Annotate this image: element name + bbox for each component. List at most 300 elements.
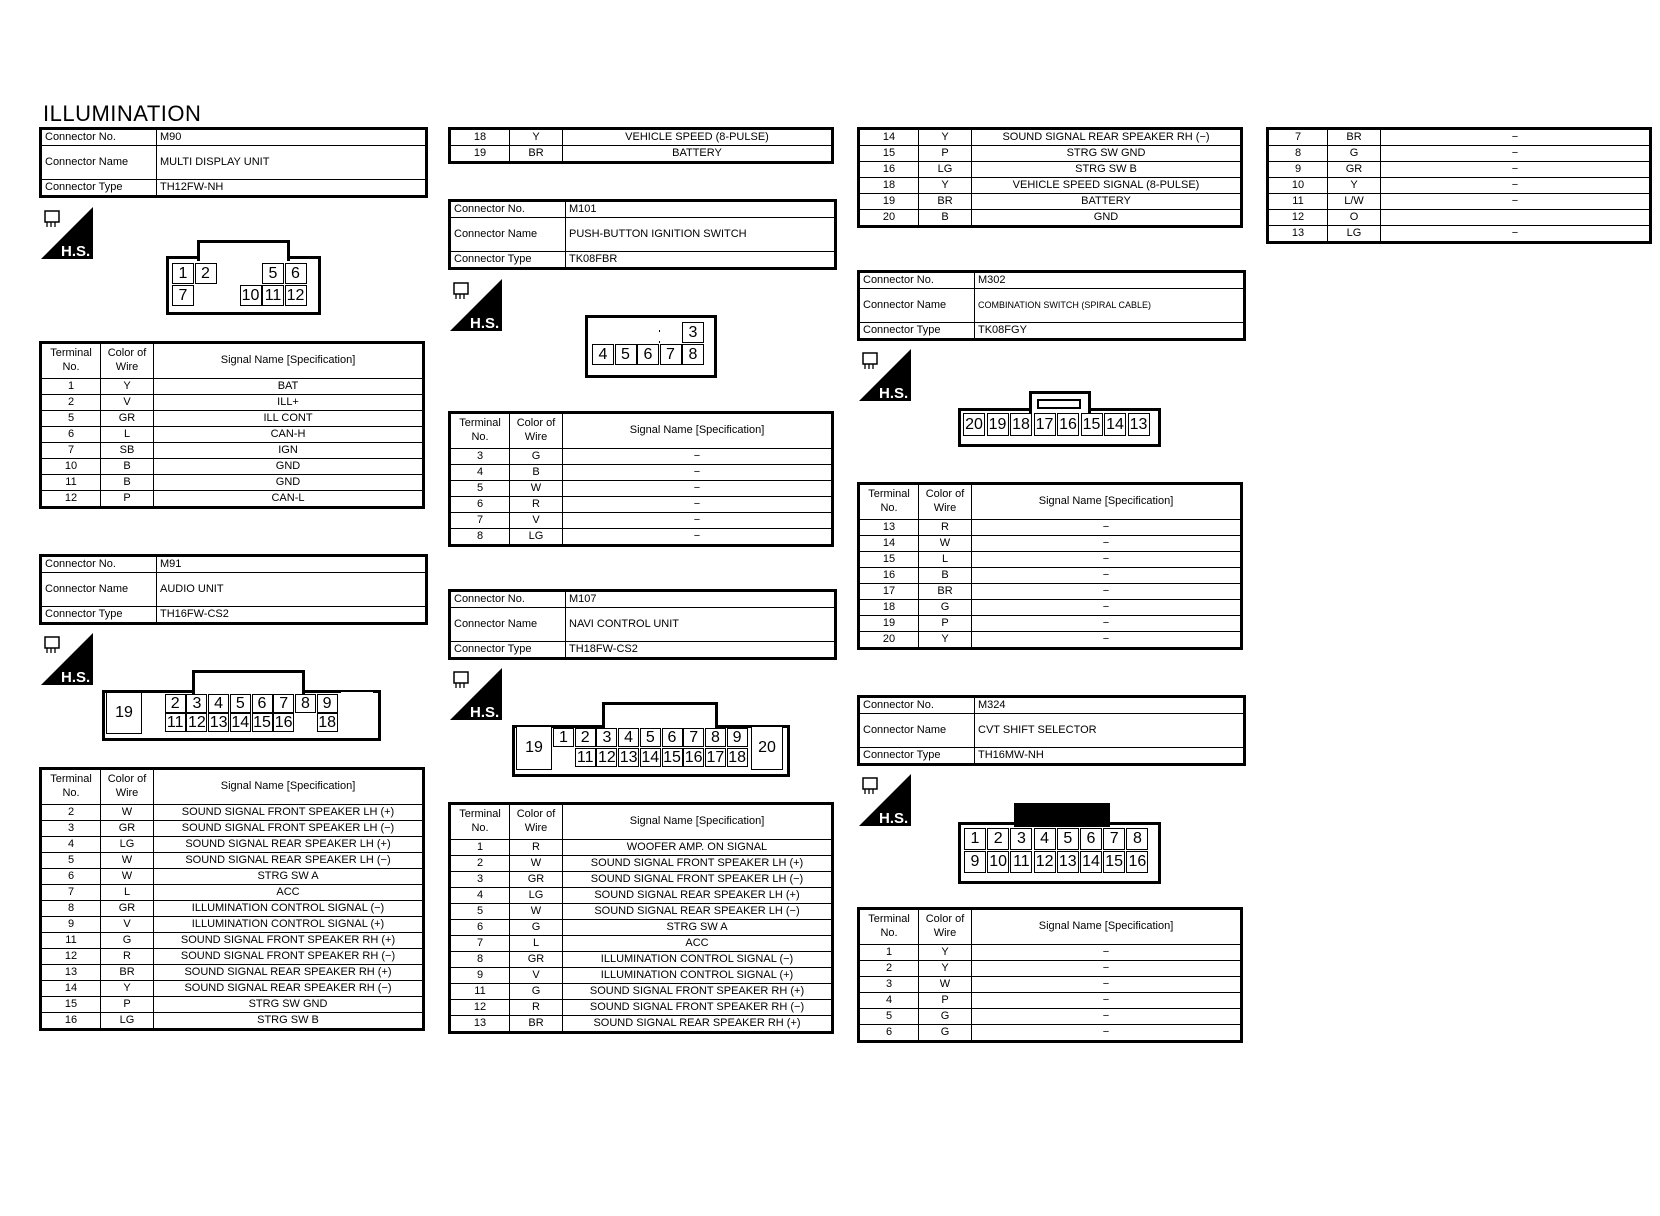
pin-table-m91 (39, 767, 425, 1031)
table-row (859, 600, 1242, 616)
wire-color-cell: BR (510, 1016, 563, 1033)
terminal-no-cell: 20 (859, 210, 919, 227)
connector-no-value: M91 (157, 556, 427, 573)
pin-table-m91-continued (448, 127, 834, 164)
wire-color-cell: R (510, 1000, 563, 1016)
table-row (41, 427, 424, 443)
signal-name-cell: ILLUMINATION CONTROL SIGNAL (−) (563, 952, 833, 968)
terminal-no-cell: 3 (450, 872, 510, 888)
table-row (1268, 178, 1651, 194)
connector-pin: 6 (285, 263, 307, 284)
signal-name-cell: SOUND SIGNAL FRONT SPEAKER RH (+) (154, 933, 424, 949)
connector-pin: 2 (195, 263, 217, 284)
signal-name-cell: SOUND SIGNAL REAR SPEAKER LH (+) (563, 888, 833, 904)
harness-side-icon (859, 349, 911, 401)
connector-pin: 11 (262, 285, 284, 306)
wire-color-cell: L (510, 936, 563, 952)
color-of-wire-header: Color of Wire (510, 413, 563, 449)
terminal-no-cell: 9 (1268, 162, 1328, 178)
signal-name-cell: CAN-L (154, 491, 424, 508)
connector-pin: 15 (1103, 851, 1125, 873)
wire-color-cell: Y (919, 178, 972, 194)
color-of-wire-header: Color of Wire (919, 484, 972, 520)
connector-info-m107 (448, 589, 837, 660)
harness-side-icon (450, 668, 502, 720)
connector-pin: 4 (208, 694, 229, 713)
signal-name-cell: − (972, 977, 1242, 993)
signal-name-cell: STRG SW A (154, 869, 424, 885)
terminal-no-cell: 5 (859, 1009, 919, 1025)
wire-color-cell: R (510, 840, 563, 856)
wire-color-cell: GR (101, 821, 154, 837)
table-row (41, 853, 424, 869)
terminal-no-cell: 8 (41, 901, 101, 917)
connector-pin: 14 (231, 713, 250, 731)
table-row (450, 888, 833, 904)
terminal-no-cell: 7 (41, 885, 101, 901)
connector-pin: 15 (663, 748, 681, 766)
wire-color-cell: BR (101, 965, 154, 981)
hs-label: H.S. (470, 315, 500, 331)
connector-pin: 16 (1057, 413, 1079, 436)
harness-side-icon (41, 633, 93, 685)
terminal-no-cell: 16 (41, 1013, 101, 1030)
connector-pin: 5 (230, 694, 251, 713)
table-row (859, 162, 1242, 178)
signal-name-header: Signal Name [Specification] (563, 413, 833, 449)
signal-name-cell: − (972, 552, 1242, 568)
terminal-no-cell: 19 (859, 194, 919, 210)
wire-color-cell: LG (1328, 226, 1381, 243)
wire-color-cell: V (510, 968, 563, 984)
connector-name-value: PUSH-BUTTON IGNITION SWITCH (566, 218, 836, 252)
connector-name-value: NAVI CONTROL UNIT (566, 608, 836, 642)
wire-color-cell: P (101, 491, 154, 508)
wire-color-cell: P (919, 616, 972, 632)
terminal-no-cell: 6 (450, 497, 510, 513)
harness-side-icon (450, 279, 502, 331)
terminal-no-cell: 1 (450, 840, 510, 856)
connector-type-value: TH16FW-CS2 (157, 607, 427, 624)
table-row (859, 1025, 1242, 1042)
terminal-no-cell: 8 (450, 952, 510, 968)
pin-grid-m91 (106, 692, 374, 734)
table-row (41, 837, 424, 853)
wire-color-cell: W (919, 536, 972, 552)
connector-pin: 3 (186, 694, 207, 713)
terminal-no-cell: 11 (41, 475, 101, 491)
terminal-no-cell: 4 (859, 993, 919, 1009)
table-row (450, 129, 833, 146)
table-row (859, 1009, 1242, 1025)
connector-name-label: Connector Name (450, 608, 566, 642)
terminal-no-cell: 6 (41, 427, 101, 443)
terminal-no-header: Terminal No. (859, 909, 919, 945)
signal-name-header: Signal Name [Specification] (972, 909, 1242, 945)
signal-name-cell: SOUND SIGNAL FRONT SPEAKER RH (+) (563, 984, 833, 1000)
signal-name-cell: − (972, 584, 1242, 600)
wire-color-cell: LG (510, 529, 563, 546)
table-row (1268, 194, 1651, 210)
pin-table-m107-continued (857, 127, 1243, 228)
pin-table-m101 (448, 411, 834, 547)
connector-pin (195, 285, 217, 306)
connector-pin: 18 (1010, 413, 1032, 436)
wire-color-cell: B (510, 465, 563, 481)
wire-color-cell: Y (919, 129, 972, 146)
connector-pin: 17 (706, 748, 725, 766)
connector-name-label: Connector Name (859, 289, 975, 323)
wire-color-cell: G (101, 933, 154, 949)
table-row (41, 805, 424, 821)
signal-name-cell: SOUND SIGNAL REAR SPEAKER RH (+) (154, 965, 424, 981)
connector-no-value: M107 (566, 591, 836, 608)
terminal-no-cell: 5 (41, 853, 101, 869)
signal-name-cell: ILLUMINATION CONTROL SIGNAL (−) (154, 901, 424, 917)
connector-pin: 4 (592, 344, 614, 365)
terminal-no-cell: 16 (859, 162, 919, 178)
terminal-no-cell: 7 (41, 443, 101, 459)
table-row (450, 952, 833, 968)
connector-name-value: COMBINATION SWITCH (SPIRAL CABLE) (975, 289, 1245, 323)
wire-color-cell: GR (1328, 162, 1381, 178)
connector-pin: 8 (705, 728, 726, 747)
wire-color-cell: BR (919, 584, 972, 600)
wire-color-cell: LG (919, 162, 972, 178)
table-row (450, 513, 833, 529)
pin-table-m324 (857, 907, 1243, 1043)
connector-pin: 20 (963, 413, 985, 436)
table-row (41, 821, 424, 837)
signal-name-cell (1381, 210, 1651, 226)
signal-name-cell: − (563, 529, 833, 546)
signal-name-cell: − (563, 513, 833, 529)
terminal-no-cell: 13 (450, 1016, 510, 1033)
signal-name-cell: BAT (154, 379, 424, 395)
wire-color-cell: G (919, 600, 972, 616)
connector-pin: 7 (660, 344, 682, 365)
connector-pin: 10 (987, 851, 1009, 873)
wire-color-cell: LG (101, 837, 154, 853)
connector-pin: 7 (683, 728, 704, 747)
table-row (450, 449, 833, 465)
connector-pin: 8 (1126, 828, 1148, 850)
terminal-no-header: Terminal No. (41, 343, 101, 379)
wire-color-cell: L/W (1328, 194, 1381, 210)
terminal-no-cell: 1 (41, 379, 101, 395)
signal-name-cell: SOUND SIGNAL FRONT SPEAKER LH (+) (154, 805, 424, 821)
color-of-wire-header: Color of Wire (510, 804, 563, 840)
terminal-no-cell: 12 (1268, 210, 1328, 226)
table-row (41, 411, 424, 427)
signal-name-header: Signal Name [Specification] (154, 769, 424, 805)
wire-color-cell: B (101, 475, 154, 491)
signal-name-cell: STRG SW B (972, 162, 1242, 178)
connector-pin (615, 322, 637, 343)
wire-color-cell: V (101, 395, 154, 411)
table-row (41, 475, 424, 491)
terminal-no-cell: 14 (859, 129, 919, 146)
signal-name-cell: STRG SW B (154, 1013, 424, 1030)
signal-name-cell: − (972, 568, 1242, 584)
signal-name-cell: VEHICLE SPEED (8-PULSE) (563, 129, 833, 146)
table-row (41, 997, 424, 1013)
signal-name-cell: − (972, 632, 1242, 649)
connector-pin: 15 (1081, 413, 1103, 436)
pin-table-m324-continued (1266, 127, 1652, 244)
table-row (859, 552, 1242, 568)
signal-name-cell: − (972, 945, 1242, 961)
signal-name-cell: SOUND SIGNAL FRONT SPEAKER LH (−) (154, 821, 424, 837)
wire-color-cell: Y (510, 129, 563, 146)
table-row (41, 981, 424, 997)
wire-color-cell: BR (510, 146, 563, 163)
signal-name-cell: ILLUMINATION CONTROL SIGNAL (+) (154, 917, 424, 933)
connector-pin: 16 (274, 713, 293, 731)
signal-name-cell: SOUND SIGNAL REAR SPEAKER LH (−) (563, 904, 833, 920)
connector-type-label: Connector Type (41, 180, 157, 197)
signal-name-cell: ACC (154, 885, 424, 901)
connector-name-label: Connector Name (41, 146, 157, 180)
table-row (450, 936, 833, 952)
signal-name-cell: − (1381, 162, 1651, 178)
table-row (450, 529, 833, 546)
table-row (1268, 210, 1651, 226)
terminal-no-cell: 4 (450, 888, 510, 904)
table-row (41, 443, 424, 459)
terminal-no-cell: 6 (859, 1025, 919, 1042)
table-row (41, 395, 424, 411)
signal-name-cell: GND (972, 210, 1242, 227)
terminal-no-cell: 11 (450, 984, 510, 1000)
connector-pin: 11 (1010, 851, 1032, 873)
connector-type-label: Connector Type (41, 607, 157, 624)
table-row (859, 993, 1242, 1009)
connector-type-label: Connector Type (859, 323, 975, 340)
connector-pin: 14 (641, 748, 660, 766)
signal-name-cell: CAN-H (154, 427, 424, 443)
connector-pin: 13 (1128, 413, 1150, 436)
signal-name-cell: − (972, 1025, 1242, 1042)
signal-name-cell: SOUND SIGNAL REAR SPEAKER RH (−) (972, 129, 1242, 146)
connector-pin: 19 (516, 726, 552, 770)
pin-grid-m107 (516, 726, 784, 770)
connector-pin: 18 (728, 748, 746, 766)
connector-pin: 1 (553, 728, 574, 747)
signal-name-cell: − (972, 993, 1242, 1009)
terminal-no-cell: 13 (1268, 226, 1328, 243)
wire-color-cell: Y (919, 632, 972, 649)
pin-table-m107 (448, 802, 834, 1034)
signal-name-cell: SOUND SIGNAL REAR SPEAKER RH (−) (154, 981, 424, 997)
wire-color-cell: G (510, 449, 563, 465)
connector-info-m324 (857, 695, 1246, 766)
terminal-no-cell: 3 (41, 821, 101, 837)
wire-color-cell: G (919, 1025, 972, 1042)
signal-name-cell: − (1381, 194, 1651, 210)
connector-pin (592, 322, 614, 343)
signal-name-cell: GND (154, 459, 424, 475)
signal-name-cell: − (972, 961, 1242, 977)
wire-color-cell: W (101, 869, 154, 885)
signal-name-cell: VEHICLE SPEED SIGNAL (8-PULSE) (972, 178, 1242, 194)
signal-name-cell: − (563, 465, 833, 481)
signal-name-cell: − (1381, 129, 1651, 146)
signal-name-cell: SOUND SIGNAL FRONT SPEAKER LH (−) (563, 872, 833, 888)
connector-pin: 9 (727, 728, 748, 747)
connector-pin: 13 (619, 748, 638, 766)
connector-lock-tab (1014, 803, 1110, 827)
pin-grid-m302 (963, 413, 1153, 437)
terminal-no-cell: 18 (859, 178, 919, 194)
table-row (1268, 146, 1651, 162)
table-row (859, 210, 1242, 227)
terminal-no-cell: 6 (450, 920, 510, 936)
terminal-no-cell: 3 (450, 449, 510, 465)
terminal-no-cell: 3 (859, 977, 919, 993)
connector-pin: 5 (1057, 828, 1079, 850)
table-row (450, 984, 833, 1000)
connector-type-value: TH18FW-CS2 (566, 642, 836, 659)
wire-color-cell: GR (101, 411, 154, 427)
connector-type-label: Connector Type (859, 748, 975, 765)
connector-pin (660, 322, 682, 343)
connector-pin (143, 694, 164, 713)
terminal-no-cell: 12 (41, 491, 101, 508)
connector-no-value: M324 (975, 697, 1245, 714)
table-row (41, 917, 424, 933)
signal-name-cell: ILL CONT (154, 411, 424, 427)
harness-side-icon (859, 774, 911, 826)
terminal-no-cell: 15 (859, 146, 919, 162)
color-of-wire-header: Color of Wire (919, 909, 972, 945)
table-row (41, 491, 424, 508)
pin-grid-m101 (592, 322, 708, 368)
wire-color-cell: W (919, 977, 972, 993)
connector-pin: 2 (165, 694, 186, 713)
connector-pin: 7 (172, 285, 194, 306)
connector-lock-tab (197, 240, 290, 261)
terminal-no-cell: 19 (450, 146, 510, 163)
signal-name-cell: − (563, 481, 833, 497)
connector-pin (341, 692, 373, 734)
wire-color-cell: G (919, 1009, 972, 1025)
table-row (41, 885, 424, 901)
signal-name-cell: BATTERY (972, 194, 1242, 210)
wire-color-cell: B (101, 459, 154, 475)
connector-pin: 7 (273, 694, 294, 713)
connector-pin: 5 (640, 728, 661, 747)
connector-pin: 16 (1126, 851, 1148, 873)
terminal-no-header: Terminal No. (450, 413, 510, 449)
signal-name-cell: SOUND SIGNAL REAR SPEAKER LH (+) (154, 837, 424, 853)
terminal-no-cell: 15 (859, 552, 919, 568)
wire-color-cell: R (101, 949, 154, 965)
table-row (859, 945, 1242, 961)
signal-name-cell: SOUND SIGNAL REAR SPEAKER RH (+) (563, 1016, 833, 1033)
signal-name-cell: − (563, 449, 833, 465)
terminal-no-cell: 2 (41, 395, 101, 411)
connector-info-m91 (39, 554, 428, 625)
connector-name-value: AUDIO UNIT (157, 573, 427, 607)
connector-no-value: M90 (157, 129, 427, 146)
terminal-no-header: Terminal No. (450, 804, 510, 840)
table-row (450, 840, 833, 856)
terminal-no-cell: 2 (41, 805, 101, 821)
terminal-no-cell: 20 (859, 632, 919, 649)
terminal-no-cell: 19 (859, 616, 919, 632)
wire-color-cell: LG (101, 1013, 154, 1030)
wire-color-cell: L (101, 427, 154, 443)
wire-color-cell: Y (919, 945, 972, 961)
wire-color-cell: G (1328, 146, 1381, 162)
wire-color-cell: Y (1328, 178, 1381, 194)
pin-grid-m90 (172, 263, 312, 309)
table-row (450, 1016, 833, 1033)
table-row (41, 869, 424, 885)
table-row (450, 146, 833, 163)
table-row (859, 584, 1242, 600)
connector-no-label: Connector No. (450, 201, 566, 218)
table-row (859, 977, 1242, 993)
terminal-no-cell: 5 (450, 481, 510, 497)
signal-name-cell: WOOFER AMP. ON SIGNAL (563, 840, 833, 856)
connector-pin: 1 (964, 828, 986, 850)
wire-color-cell: BR (919, 194, 972, 210)
terminal-no-cell: 10 (41, 459, 101, 475)
connector-pin: 7 (1103, 828, 1125, 850)
connector-pin (217, 285, 239, 306)
terminal-no-cell: 4 (450, 465, 510, 481)
connector-pin (217, 263, 239, 284)
signal-name-cell: − (972, 616, 1242, 632)
table-row (450, 481, 833, 497)
table-row (450, 856, 833, 872)
signal-name-cell: − (1381, 226, 1651, 243)
wire-color-cell: Y (101, 379, 154, 395)
wire-color-cell: R (510, 497, 563, 513)
connector-pin: 2 (987, 828, 1009, 850)
connector-pin: 3 (596, 728, 617, 747)
connector-pin: 6 (662, 728, 683, 747)
hs-label: H.S. (879, 810, 909, 826)
terminal-no-cell: 2 (859, 961, 919, 977)
terminal-no-cell: 13 (859, 520, 919, 536)
connector-pin: 19 (106, 692, 142, 734)
signal-name-cell: SOUND SIGNAL FRONT SPEAKER RH (−) (563, 1000, 833, 1016)
page-title: ILLUMINATION (43, 101, 202, 126)
connector-type-value: TH16MW-NH (975, 748, 1245, 765)
connector-pin: 11 (165, 713, 186, 732)
wire-color-cell: V (510, 513, 563, 529)
signal-name-cell: − (972, 1009, 1242, 1025)
terminal-no-header: Terminal No. (859, 484, 919, 520)
signal-name-cell: ACC (563, 936, 833, 952)
connector-pin (553, 748, 574, 767)
connector-no-value: M302 (975, 272, 1245, 289)
terminal-no-cell: 4 (41, 837, 101, 853)
connector-no-label: Connector No. (41, 129, 157, 146)
connector-no-label: Connector No. (450, 591, 566, 608)
terminal-no-cell: 17 (859, 584, 919, 600)
connector-pin: 18 (318, 713, 336, 731)
connector-pin: 11 (575, 748, 596, 767)
connector-pin: 14 (1104, 413, 1126, 436)
terminal-no-cell: 16 (859, 568, 919, 584)
table-row (41, 965, 424, 981)
connector-name-value: MULTI DISPLAY UNIT (157, 146, 427, 180)
wire-color-cell: O (1328, 210, 1381, 226)
